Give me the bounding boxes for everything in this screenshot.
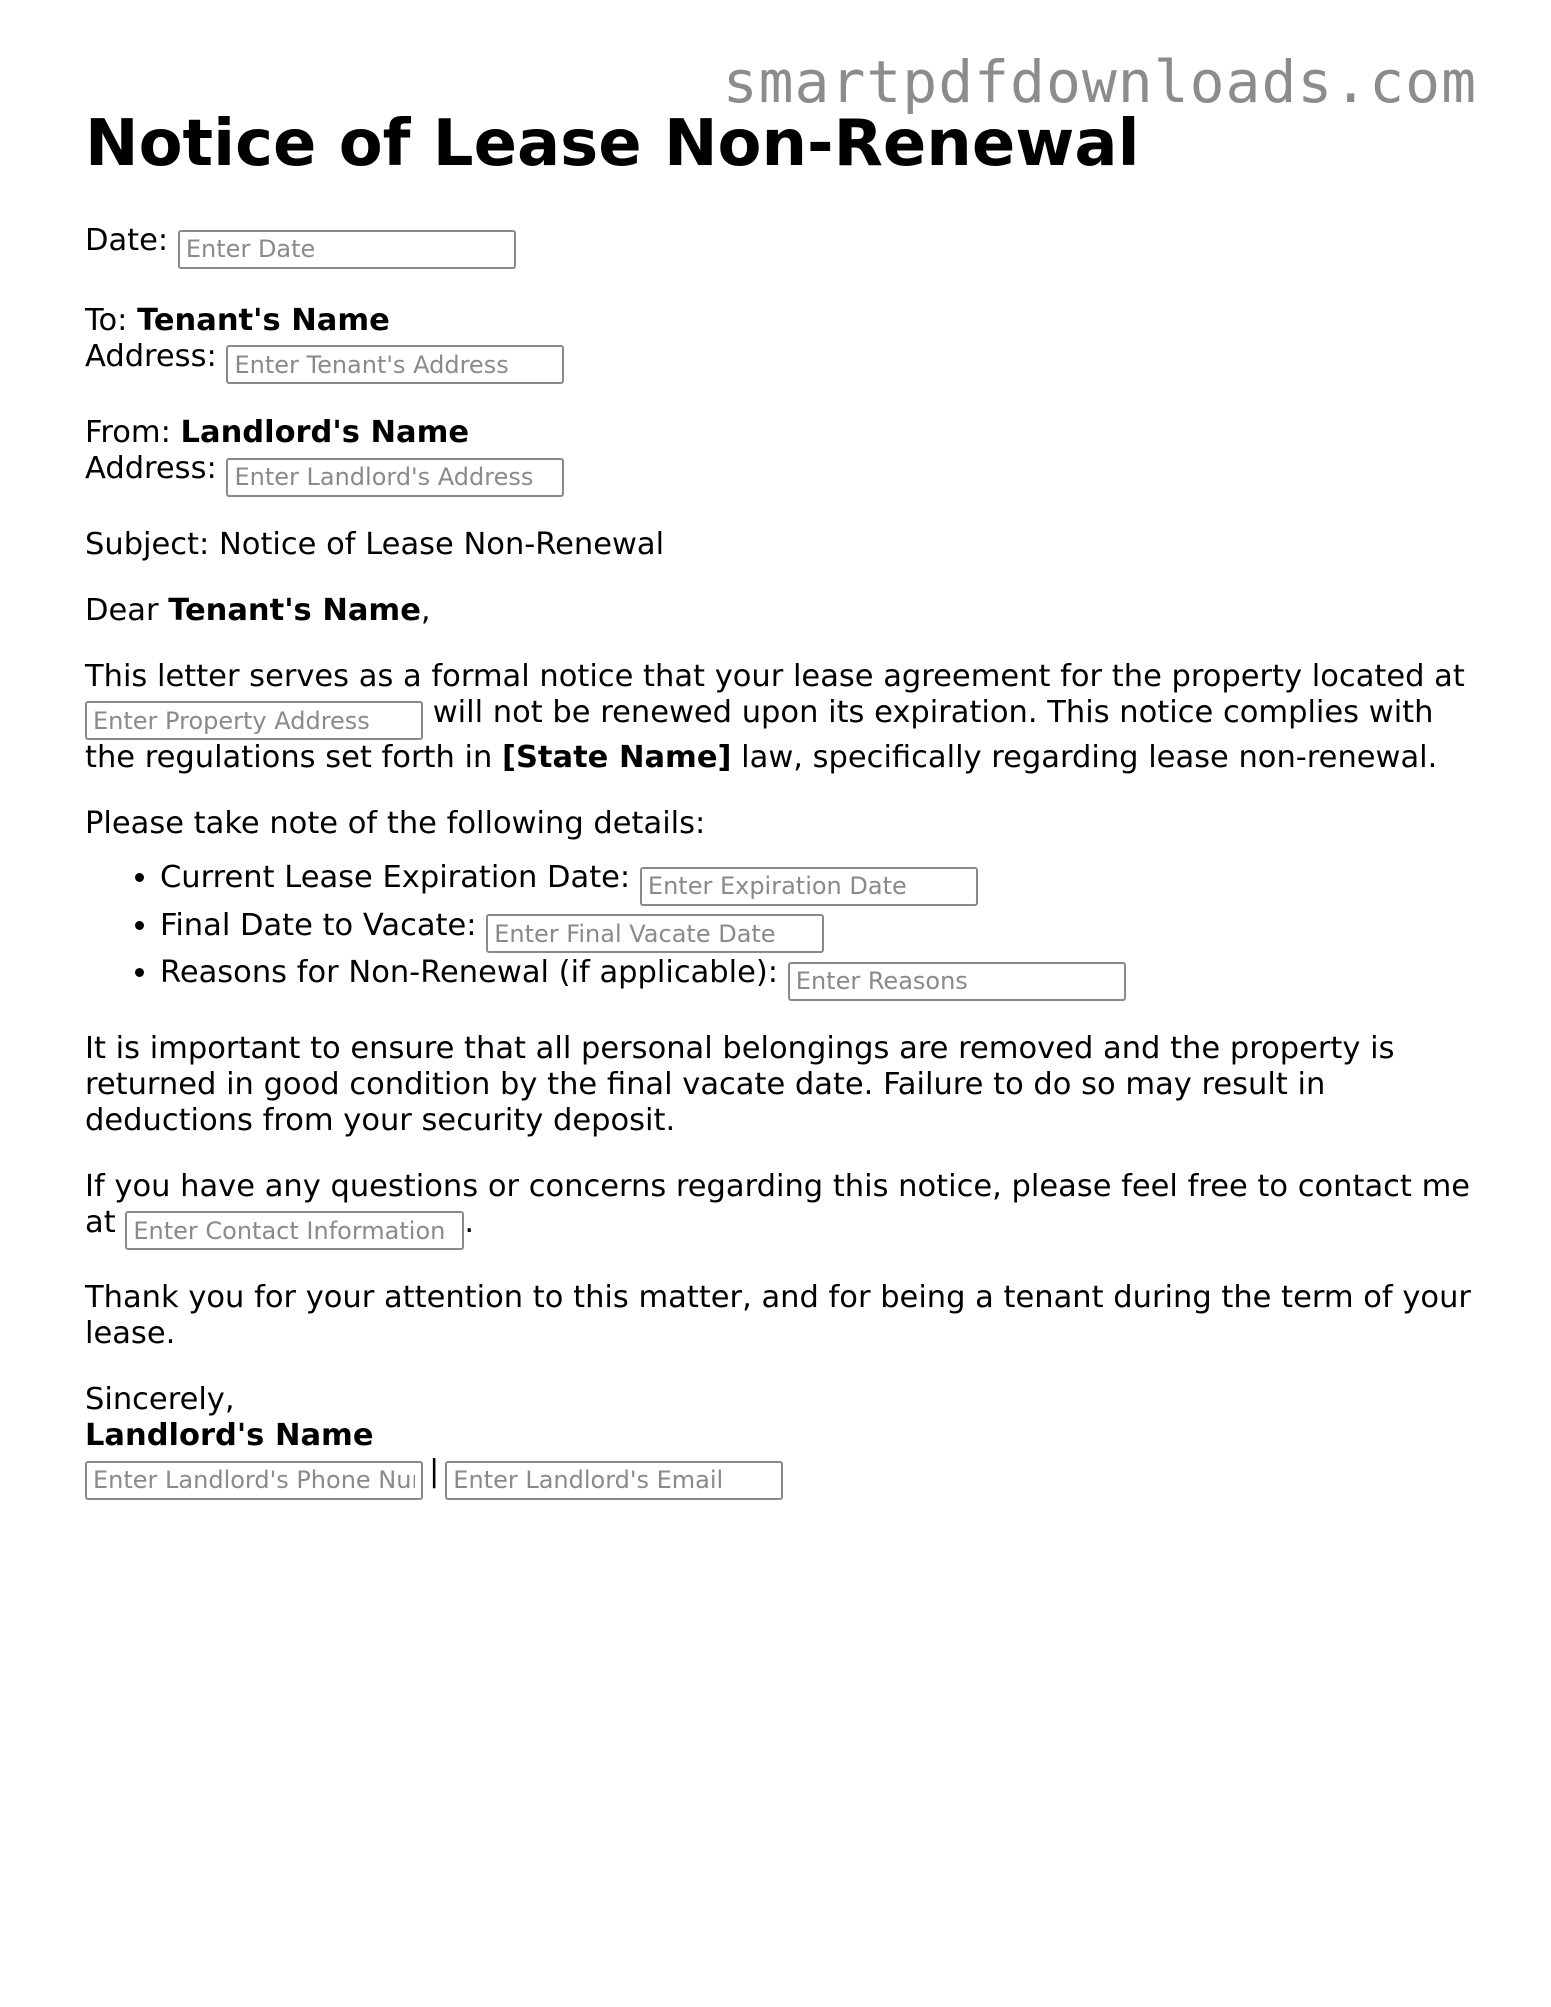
landlord-address-label: Address: <box>85 451 217 486</box>
from-line <box>85 415 1475 451</box>
date-line <box>85 223 1475 269</box>
body1-part2: will not be renewed upon its expiration. This notice complies with the regulations set forth in <box>85 694 1434 775</box>
closing: Sincerely, <box>85 1382 235 1417</box>
vacate-date-input[interactable] <box>486 914 824 953</box>
page-title: Notice of Lease Non-Renewal <box>85 107 1140 181</box>
body1-part1: This letter serves as a formal notice that your lease agreement for the property located at <box>85 658 1465 694</box>
reasons-input[interactable] <box>788 962 1126 1001</box>
details-intro: Please take note of the following details: <box>85 806 706 841</box>
landlord-address-input[interactable] <box>226 458 564 497</box>
salutation <box>85 593 1475 629</box>
to-prefix: To: <box>85 302 128 338</box>
contact-text: If you have any questions or concerns regarding this notice, please feel free to contact me at <box>85 1168 1471 1240</box>
date-label: Date: <box>85 223 169 258</box>
contact-paragraph <box>85 1169 1475 1251</box>
body1-part3: law, specifically regarding lease non-renewal. <box>741 740 1438 775</box>
to-line <box>85 303 1475 339</box>
contact-end: . <box>464 1204 475 1240</box>
list-item <box>160 858 1475 906</box>
tenant-address-line <box>85 339 1475 385</box>
property-address-input[interactable] <box>85 701 423 740</box>
from-prefix: From: <box>85 415 171 450</box>
details-list <box>85 858 1475 1001</box>
salutation-prefix: Dear <box>85 592 159 628</box>
body-paragraph-2: It is important to ensure that all personal belongings are removed and the property is returned in good condition by the final vacate date. Failure to do so may result in deductions from your security deposit. <box>85 1030 1395 1138</box>
date-input[interactable] <box>178 230 516 269</box>
reasons-label: Reasons for Non-Renewal (if applicable): <box>160 955 779 990</box>
subject-line: Subject: Notice of Lease Non-Renewal <box>85 526 665 562</box>
thanks-paragraph: Thank you for your attention to this matter, and for being a tenant during the term of your lease. <box>85 1280 1471 1351</box>
tenant-address-label: Address: <box>85 338 217 374</box>
signature-name-line <box>85 1418 1475 1454</box>
expiration-date-input[interactable] <box>640 867 978 906</box>
body-paragraph-1 <box>85 659 1475 777</box>
tenant-address-input[interactable] <box>226 345 564 384</box>
watermark: smartpdfdownloads.com <box>722 48 1477 116</box>
list-item <box>160 906 1475 954</box>
landlord-email-input[interactable] <box>445 1461 783 1500</box>
vacate-label: Final Date to Vacate: <box>160 907 477 943</box>
landlord-address-line <box>85 451 1475 497</box>
list-item <box>160 953 1475 1001</box>
tenant-name: Tenant's Name <box>137 302 390 338</box>
landlord-phone-input[interactable] <box>85 1461 423 1500</box>
contact-info-input[interactable] <box>125 1211 464 1250</box>
salutation-name: Tenant's Name <box>168 592 421 628</box>
letter <box>85 104 1475 1500</box>
salutation-suffix: , <box>420 592 431 628</box>
signature-name: Landlord's Name <box>85 1418 374 1453</box>
state-name: [State Name] <box>502 740 732 775</box>
signature-contact-line <box>85 1454 1475 1500</box>
landlord-name: Landlord's Name <box>180 415 470 450</box>
separator: | <box>429 1454 440 1489</box>
expiration-label: Current Lease Expiration Date: <box>160 860 631 895</box>
